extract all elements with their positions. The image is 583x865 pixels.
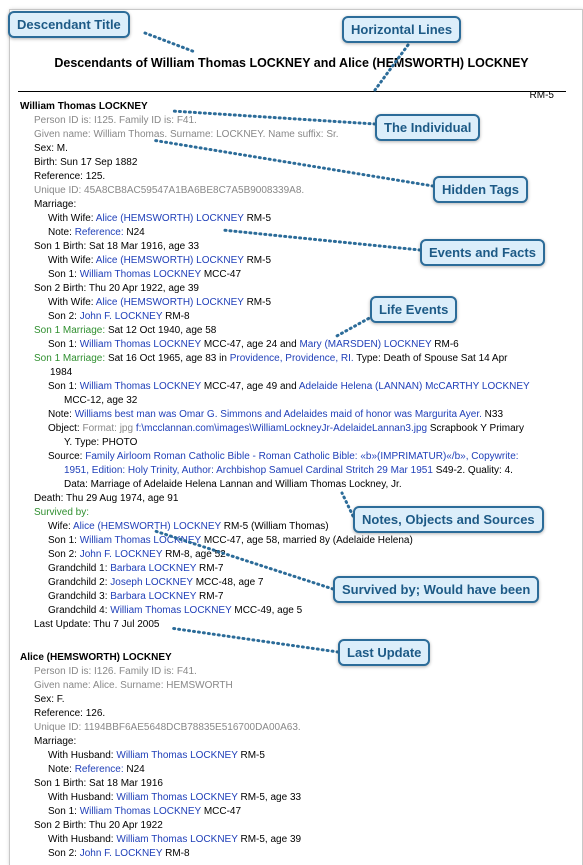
grandchild-link[interactable]: Barbara LOCKNEY (110, 591, 197, 602)
marriage-note-line: Note: Williams best man was Omar G. Simmons and Adelaides maid of honor was Margurita Ayer. N33 (48, 409, 504, 420)
marriage-line: Marriage: (34, 736, 77, 747)
person-record-2 (20, 651, 565, 856)
son1-with-husband-line: With Husband: William Thomas LOCKNEY RM-5, age 33 (48, 792, 302, 803)
son1-marriage-2-detail-cont: MCC-12, age 32 (64, 395, 138, 406)
report-title: Descendants of William Thomas LOCKNEY and Alice (HEMSWORTH) LOCKNEY (54, 56, 529, 70)
callout-notes-objects-sources: Notes, Objects and Sources (353, 506, 544, 533)
last-update-line: Last Update: Thu 7 Jul 2005 (34, 619, 160, 630)
son-link[interactable]: John F. LOCKNEY (79, 311, 163, 322)
survivor-grandchild4: Grandchild 4: William Thomas LOCKNEY MCC-49, age 5 (48, 605, 303, 616)
son-link[interactable]: John F. LOCKNEY (79, 848, 163, 856)
given-name-line: Given name: Alice. Surname: HEMSWORTH (34, 680, 233, 691)
son2-with-husband-line: With Husband: William Thomas LOCKNEY RM-5, age 39 (48, 834, 302, 845)
wife-link[interactable]: Alice (HEMSWORTH) LOCKNEY (95, 297, 244, 308)
survivor-grandchild2: Grandchild 2: Joseph LOCKNEY MCC-48, age 7 (48, 577, 264, 588)
son1-marriage-2-cont: 1984 (50, 367, 73, 378)
survivor-son1: Son 1: William Thomas LOCKNEY MCC-47, age 58, married 8y (Adelaide Helena) (48, 535, 413, 546)
survivor-grandchild1: Grandchild 1: Barbara LOCKNEY RM-7 (48, 563, 224, 574)
callout-descendant-title: Descendant Title (8, 11, 130, 38)
person-name: Alice (HEMSWORTH) LOCKNEY (20, 652, 172, 663)
survivor-son2: Son 2: John F. LOCKNEY RM-8, age 52 (48, 549, 226, 560)
sex-line: Sex: M. (34, 143, 68, 154)
sex-line: Sex: F. (34, 694, 65, 705)
son1-line: Son 1: William Thomas LOCKNEY MCC-47 (48, 269, 242, 280)
son1-birth-line: Son 1 Birth: Sat 18 Mar 1916, age 33 (34, 241, 200, 252)
son-link[interactable]: John F. LOCKNEY (79, 549, 163, 560)
son1-marriage-1: Son 1 Marriage: Sat 12 Oct 1940, age 58 (34, 325, 217, 336)
grandchild-link[interactable]: William Thomas LOCKNEY (110, 605, 232, 616)
person-ids: Person ID is: I125. Family ID is: F41. (34, 115, 197, 126)
with-wife-line: With Wife: Alice (HEMSWORTH) LOCKNEY RM-5 (48, 213, 272, 224)
person-ids: Person ID is: I126. Family ID is: F41. (34, 666, 197, 677)
son2-birth-line: Son 2 Birth: Thu 20 Apr 1922 (34, 820, 163, 831)
son2-birth-line: Son 2 Birth: Thu 20 Apr 1922, age 39 (34, 283, 199, 294)
callout-survived-by: Survived by; Would have been (333, 576, 539, 603)
horizontal-rule (18, 91, 566, 92)
with-husband-line: With Husband: William Thomas LOCKNEY RM-5 (48, 750, 265, 761)
source-link[interactable]: 1951, Edition: Holy Trinity, Author: Archbishop Samuel Cardinal Stritch 29 Mar 1951 (64, 465, 433, 476)
callout-last-update: Last Update (338, 639, 430, 666)
husband-link[interactable]: William Thomas LOCKNEY (116, 834, 238, 845)
son2-with-wife-line: With Wife: Alice (HEMSWORTH) LOCKNEY RM-5 (48, 297, 272, 308)
source-link[interactable]: Family Airloom Roman Catholic Bible - Roman Catholic Bible: «b»(IMPRIMATUR)«/b», Copywrite: (85, 451, 519, 462)
son-link[interactable]: William Thomas LOCKNEY (79, 339, 202, 350)
son1-marriage-1-detail: Son 1: William Thomas LOCKNEY MCC-47, age 24 and Mary (MARSDEN) LOCKNEY RM-6 (48, 339, 459, 350)
grandchild-link[interactable]: Joseph LOCKNEY (110, 577, 193, 588)
son-link[interactable]: William Thomas LOCKNEY (79, 381, 202, 392)
object-line: Object: Format: jpg f:\mcclannan.com\images\WilliamLockneyJr-AdelaideLannan3.jpg Scrapbook Y Primary (48, 423, 524, 434)
son1-with-wife-line: With Wife: Alice (HEMSWORTH) LOCKNEY RM-5 (48, 255, 272, 266)
survivor-wife: Wife: Alice (HEMSWORTH) LOCKNEY RM-5 (William Thomas) (48, 521, 329, 532)
note-line: Note: Reference: N24 (48, 227, 145, 238)
wife-link[interactable]: Alice (HEMSWORTH) LOCKNEY (73, 521, 221, 532)
note-link[interactable]: Williams best man was Omar G. Simmons and Adelaides maid of honor was Margurita Ayer. (74, 409, 482, 420)
source-line-cont: 1951, Edition: Holy Trinity, Author: Archbishop Samuel Cardinal Stritch 29 Mar 1951 S49-2. Quality: 4. (64, 465, 513, 476)
reference-link[interactable]: Reference: (74, 764, 124, 775)
husband-link[interactable]: William Thomas LOCKNEY (116, 750, 238, 761)
unique-id-line: Unique ID: 45A8CB8AC59547A1BA6BE8C7A5B9008339A8. (34, 185, 305, 196)
report-reference: RM-5 (529, 90, 554, 101)
callout-hidden-tags: Hidden Tags (433, 176, 528, 203)
object-link[interactable]: f:\mcclannan.com\images\WilliamLockneyJr-AdelaideLannan3.jpg (135, 423, 428, 434)
son1-marriage-2: Son 1 Marriage: Sat 16 Oct 1965, age 83 in Providence, Providence, RI. Type: Death of Spouse Sat 14 Apr (34, 353, 508, 364)
son-link[interactable]: William Thomas LOCKNEY (79, 269, 202, 280)
birth-line: Birth: Sun 17 Sep 1882 (34, 157, 138, 168)
son1-marriage-2-detail: Son 1: William Thomas LOCKNEY MCC-47, age 49 and Adelaide Helena (LANNAN) McCARTHY LOCKNEY (48, 381, 530, 392)
son-link[interactable]: William Thomas LOCKNEY (79, 535, 202, 546)
reference-line: Reference: 125. (34, 171, 106, 182)
callout-horizontal-lines: Horizontal Lines (342, 16, 461, 43)
wife-link[interactable]: Alice (HEMSWORTH) LOCKNEY (95, 255, 244, 266)
husband-link[interactable]: William Thomas LOCKNEY (116, 792, 238, 803)
object-line-cont: Y. Type: PHOTO (64, 437, 138, 448)
marriage-line: Marriage: (34, 199, 77, 210)
person-name: William Thomas LOCKNEY (20, 101, 148, 112)
callout-events-facts: Events and Facts (420, 239, 545, 266)
unique-id-line: Unique ID: 1194BBF6AE5648DCB78835E516700DA00A63. (34, 722, 301, 733)
son2-line: Son 2: John F. LOCKNEY RM-8 (48, 311, 190, 322)
callout-life-events: Life Events (370, 296, 457, 323)
source-line: Source: Family Airloom Roman Catholic Bible - Roman Catholic Bible: «b»(IMPRIMATUR)«/b», Copywrite: (48, 451, 519, 462)
grandchild-link[interactable]: Barbara LOCKNEY (110, 563, 197, 574)
son1-line: Son 1: William Thomas LOCKNEY MCC-47 (48, 806, 242, 817)
spouse-link[interactable]: Mary (MARSDEN) LOCKNEY (299, 339, 432, 350)
spouse-link[interactable]: Adelaide Helena (LANNAN) McCARTHY LOCKNEY (298, 381, 530, 392)
son1-birth-line: Son 1 Birth: Sat 18 Mar 1916 (34, 778, 163, 789)
reference-link[interactable]: Reference: (74, 227, 124, 238)
callout-the-individual: The Individual (375, 114, 480, 141)
source-data-line: Data: Marriage of Adelaide Helena Lannan and William Thomas Lockney, Jr. (64, 479, 402, 490)
place-link[interactable]: Providence, Providence, RI. (229, 353, 354, 364)
son-link[interactable]: William Thomas LOCKNEY (79, 806, 202, 817)
wife-link[interactable]: Alice (HEMSWORTH) LOCKNEY (95, 213, 244, 224)
reference-line: Reference: 126. (34, 708, 106, 719)
son2-line: Son 2: John F. LOCKNEY RM-8 (20, 847, 565, 856)
death-line: Death: Thu 29 Aug 1974, age 91 (34, 493, 179, 504)
survived-by-line: Survived by: (34, 507, 90, 518)
survivor-grandchild3: Grandchild 3: Barbara LOCKNEY RM-7 (48, 591, 224, 602)
note-line: Note: Reference: N24 (48, 764, 145, 775)
given-name-line: Given name: William Thomas. Surname: LOCKNEY. Name suffix: Sr. (34, 129, 339, 140)
